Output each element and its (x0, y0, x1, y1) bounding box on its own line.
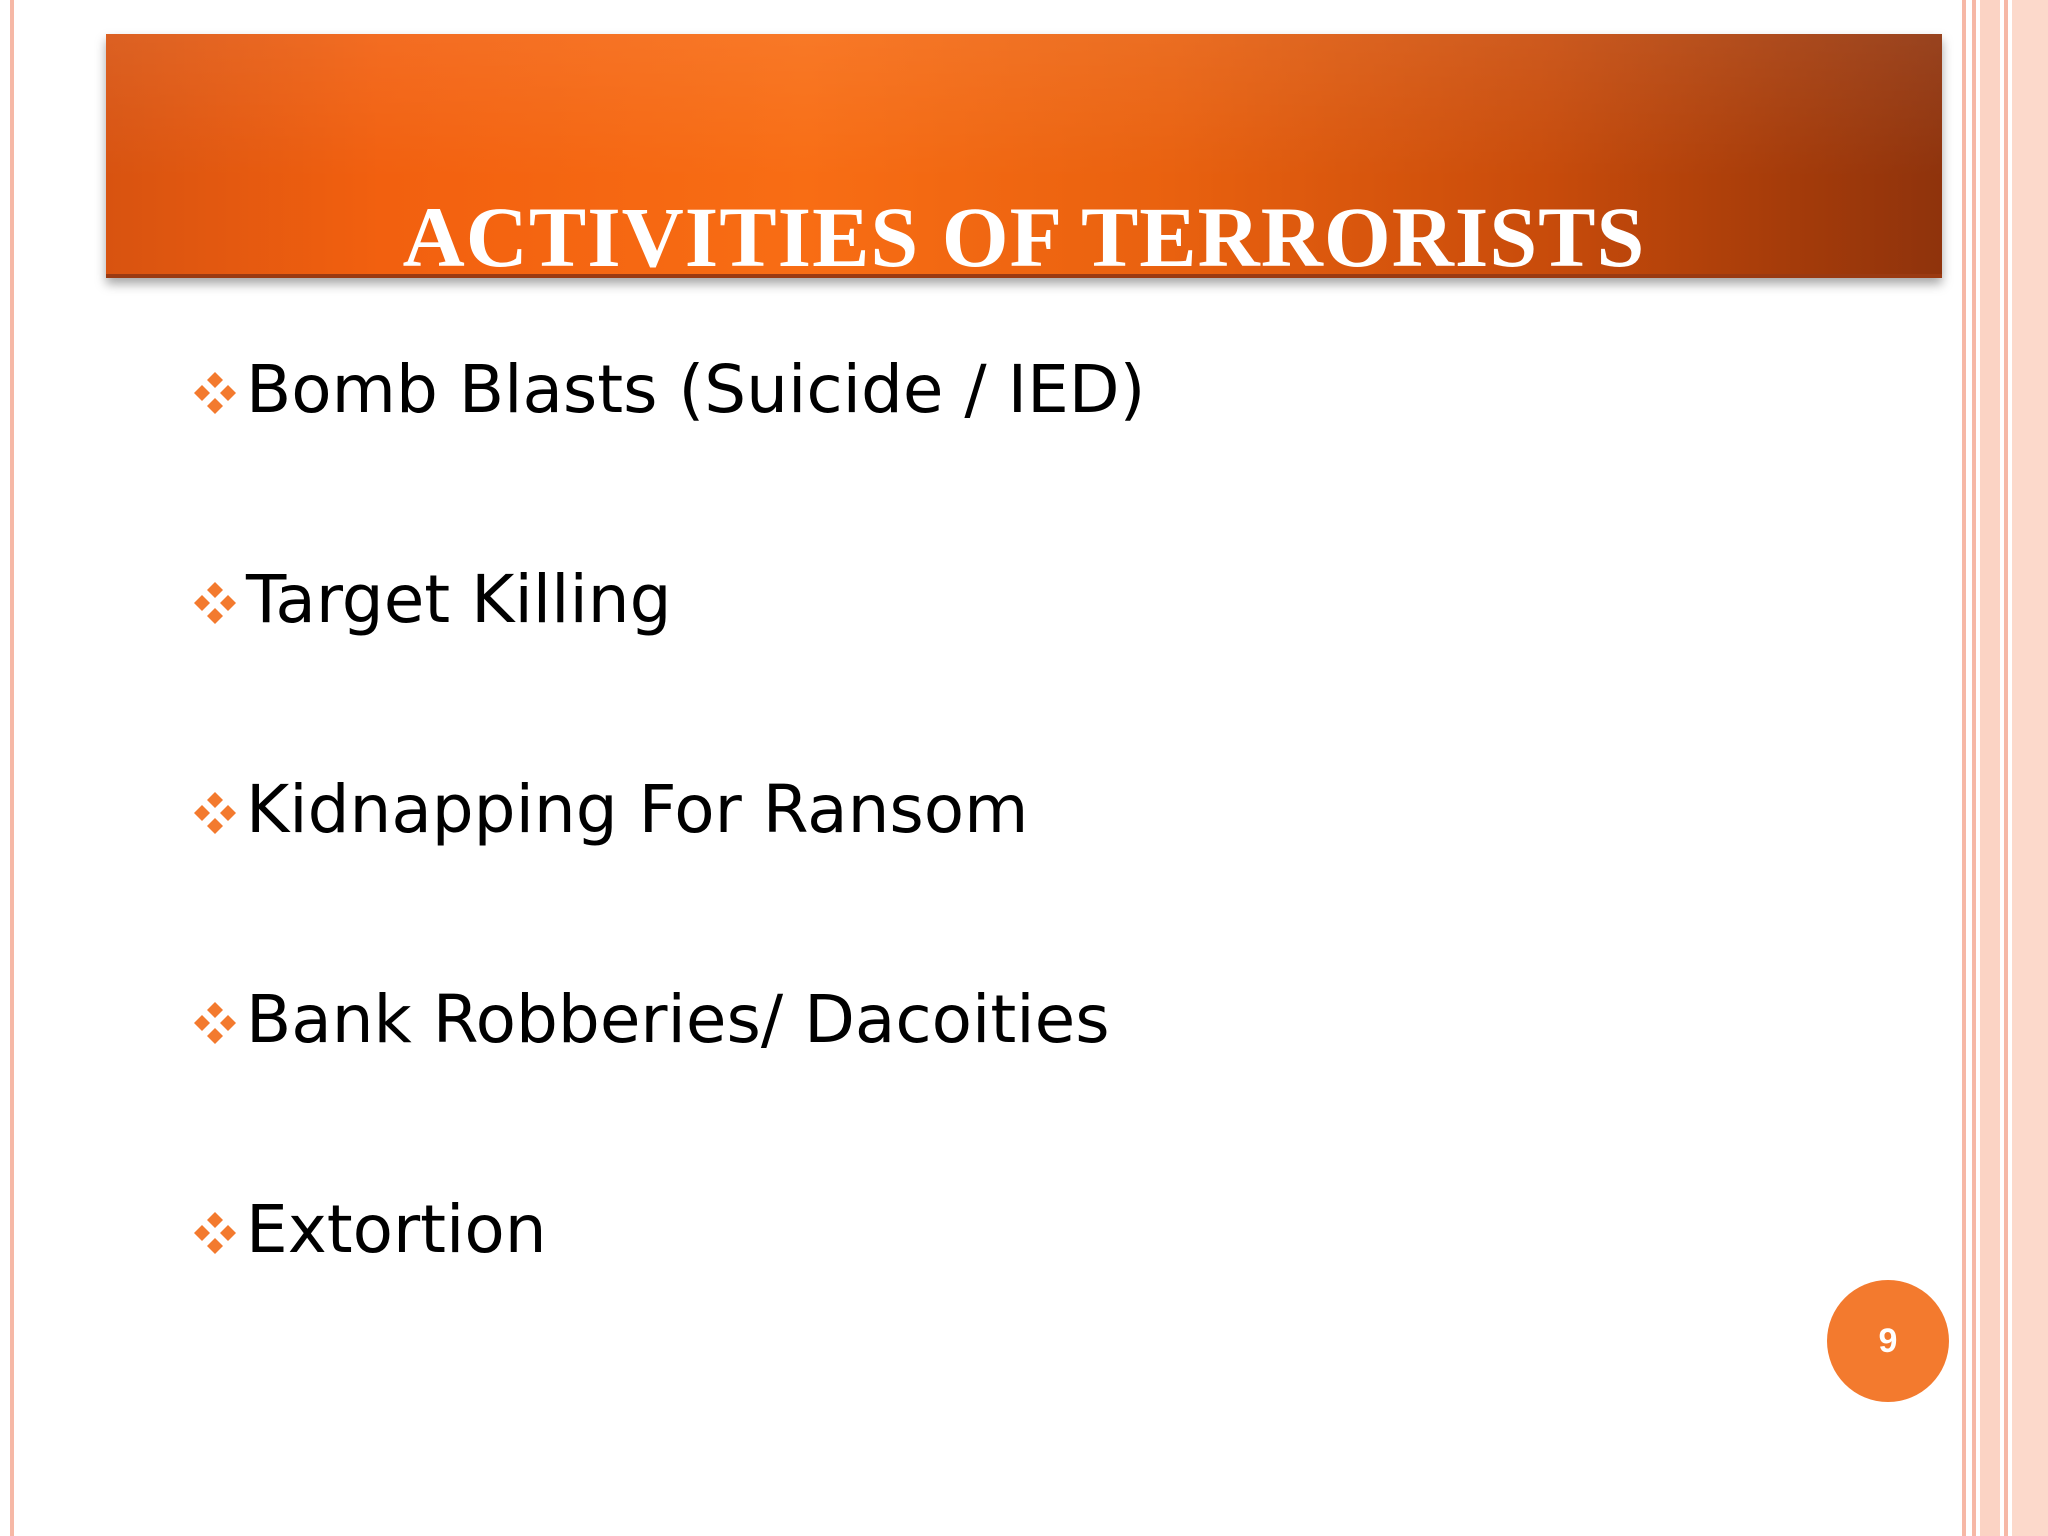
bullet-item (192, 340, 1145, 550)
bullet-text: Target Killing (246, 561, 672, 638)
bullet-item (192, 760, 1145, 970)
bullet-text: Bomb Blasts (Suicide / IED) (246, 351, 1146, 428)
bullet-list (192, 340, 1145, 1390)
four-diamond-bullet-icon (192, 580, 238, 626)
bullet-text: Kidnapping For Ransom (246, 771, 1029, 848)
right-decorative-stripe (2012, 0, 2048, 1536)
title-banner (106, 34, 1942, 285)
right-decorative-stripe (1962, 0, 1966, 1536)
bullet-item (192, 550, 1145, 760)
four-diamond-bullet-icon (192, 1000, 238, 1046)
left-decorative-line (10, 0, 14, 1536)
bullet-item (192, 970, 1145, 1180)
bullet-text: Extortion (246, 1191, 547, 1268)
page-number-badge (1827, 1280, 1949, 1402)
right-decorative-stripe (1972, 0, 1976, 1536)
slide-title: ACTIVITIES OF TERRORISTS (402, 189, 1646, 285)
bullet-text: Bank Robberies/ Dacoities (246, 981, 1110, 1058)
bullet-item (192, 1180, 1145, 1390)
right-decorative-stripe (2004, 0, 2008, 1536)
four-diamond-bullet-icon (192, 790, 238, 836)
four-diamond-bullet-icon (192, 370, 238, 416)
page-number: 9 (1878, 1321, 1898, 1360)
four-diamond-bullet-icon (192, 1210, 238, 1256)
right-decorative-stripe (1980, 0, 2000, 1536)
